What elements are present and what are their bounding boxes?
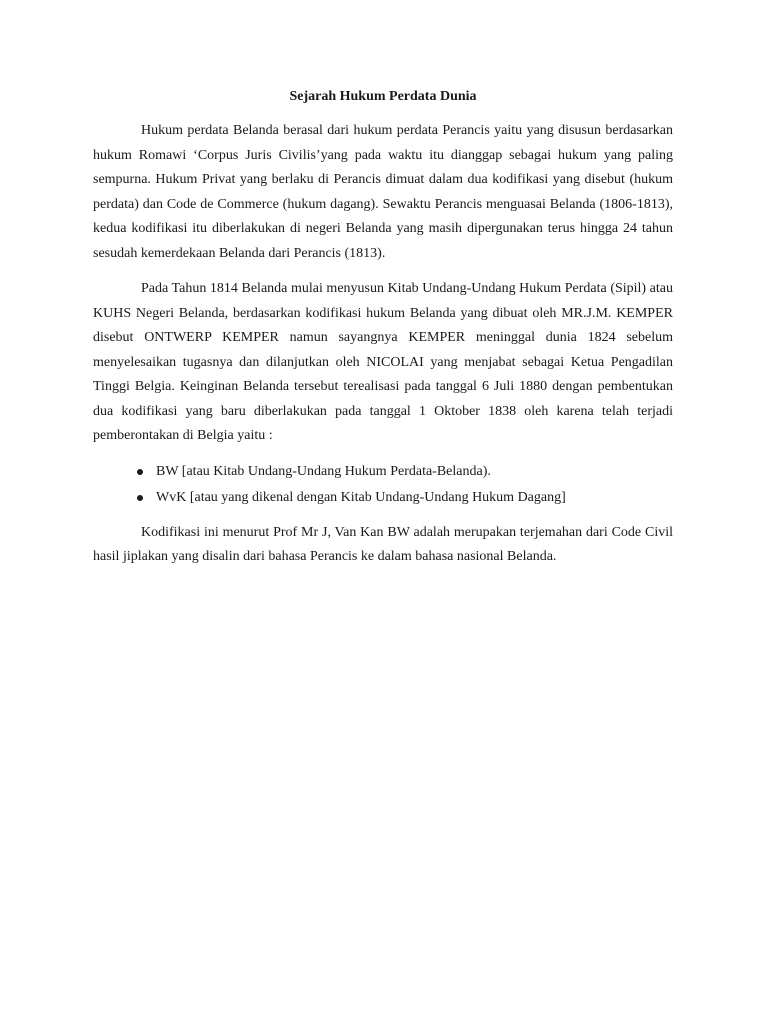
bullet-icon: [137, 469, 143, 475]
list-item: [93, 485, 673, 511]
bullet-list: [93, 459, 673, 511]
document-body: [93, 86, 673, 570]
paragraph-1: Hukum perdata Belanda berasal dari hukum perdata Perancis yaitu yang disusun berdasarkan hukum Romawi ‘Corpus Juris Civilis’yang pada waktu itu dianggap sebagai hukum yang paling sempurna. Hukum Privat yang berlaku di Perancis dimuat dalam dua kodifikasi yang disebut (hukum perdata) dan Code de Commerce (hukum dagang). Sewaktu Perancis menguasai Belanda (1806-1813), kedua kodifikasi itu diberlakukan di negeri Belanda yang masih dipergunakan terus hingga 24 tahun sesudah kemerdekaan Belanda dari Perancis (1813).: [93, 123, 673, 261]
list-item-text: BW [atau Kitab Undang-Undang Hukum Perdata-Belanda).: [156, 463, 491, 479]
bullet-icon: [137, 495, 143, 501]
document-title: Sejarah Hukum Perdata Dunia: [289, 89, 477, 104]
paragraph-2: Pada Tahun 1814 Belanda mulai menyusun Kitab Undang-Undang Hukum Perdata (Sipil) atau KUHS Negeri Belanda, berdasarkan kodifikasi hukum Belanda yang dibuat oleh MR.J.M. KEMPER disebut ONTWERP KEMPER namun sayangnya KEMPER meninggal dunia 1824 sebelum menyelesaikan tugasnya dan dilanjutkan oleh NICOLAI yang menjabat sebagai Ketua Pengadilan Tinggi Belgia. Keinginan Belanda tersebut terealisasi pada tanggal 6 Juli 1880 dengan pembentukan dua kodifikasi yang baru diberlakukan pada tanggal 1 Oktober 1838 oleh karena telah terjadi pemberontakan di Belgia yaitu :: [93, 281, 673, 443]
paragraph-3: Kodifikasi ini menurut Prof Mr J, Van Kan BW adalah merupakan terjemahan dari Code Civil hasil jiplakan yang disalin dari bahasa Perancis ke dalam bahasa nasional Belanda.: [93, 524, 673, 564]
list-item-text: WvK [atau yang dikenal dengan Kitab Undang-Undang Hukum Dagang]: [156, 489, 566, 505]
list-item: [93, 459, 673, 485]
